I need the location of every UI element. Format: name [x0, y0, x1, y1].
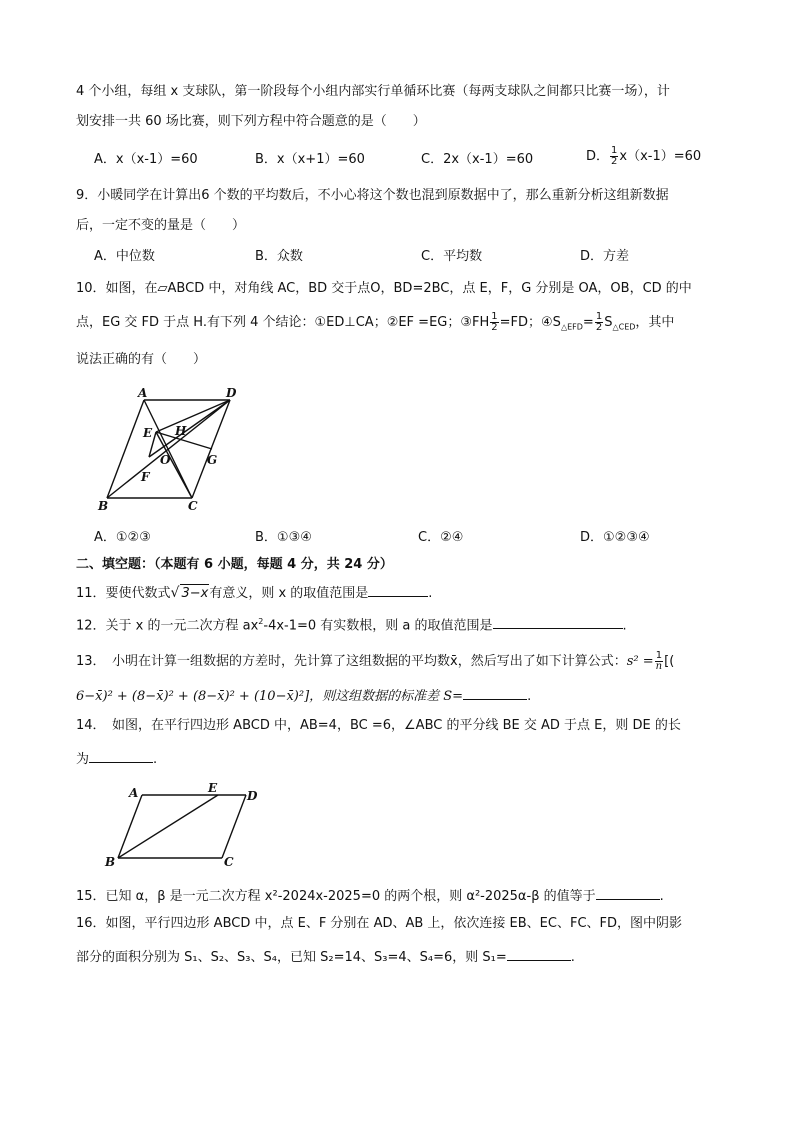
q12-suffix: -4x-1=0 有实数根，则 a 的取值范围是 — [263, 618, 493, 634]
q12-end: . — [622, 618, 627, 634]
q11-answer-blank — [368, 582, 428, 597]
section-2-title: 二、填空题：（本题有 6 小题，每题 4 分，共 24 分） — [76, 557, 393, 572]
q14-parallelogram-figure — [100, 780, 270, 870]
q8-option-d-denominator: 2 — [611, 156, 618, 167]
q15-answer-blank — [596, 885, 660, 900]
q8-line-1: 4 个小组，每组 x 支球队，第一阶段每个小组内部实行单循环比赛（每两支球队之间都只比赛一场），计 — [76, 84, 670, 99]
q15-text: 15．已知 α，β 是一元二次方程 x²-2024x-2025=0 的两个根，则 α²-2025α-β 的值等于 — [76, 889, 596, 904]
q15-line — [76, 885, 664, 906]
q10-fraction-2 — [595, 312, 603, 333]
q10-label-d: D — [226, 386, 237, 400]
q10-label-g: G — [207, 453, 218, 467]
q8-option-d — [586, 146, 701, 167]
q9-line-2: 后，一定不变的量是（ ） — [76, 218, 246, 233]
q8-option-d-fraction — [610, 146, 618, 167]
q10-option-b: B．①③④ — [255, 530, 312, 545]
q11-end: . — [428, 586, 433, 601]
q10-label-e: E — [143, 426, 153, 440]
q14-label-a: A — [129, 786, 139, 800]
q16-end: . — [570, 950, 575, 965]
q13-end: . — [527, 689, 532, 704]
q10-line-2-part-b: =FD；④S — [499, 315, 561, 330]
q10-line-2-part-d: S — [604, 315, 613, 330]
q14-label-c: C — [224, 855, 234, 869]
q10-parallelogram-figure — [95, 385, 245, 515]
q10-label-f: F — [141, 470, 150, 484]
q13-fraction-denominator: n — [655, 661, 663, 672]
q12-prefix: 12．关于 x 的一元二次方程 ax — [76, 618, 259, 634]
q11-radicand: 3−x — [181, 586, 209, 601]
q10-fraction-1 — [490, 312, 498, 333]
q14-prefix: 为 — [76, 752, 90, 767]
q13-answer-blank — [463, 685, 527, 700]
q10-label-h: H — [175, 424, 187, 438]
q16-answer-blank — [507, 946, 571, 961]
q8-option-d-numerator: 1 — [611, 145, 618, 156]
q9-option-c: C．平均数 — [421, 249, 483, 264]
q9-option-a: A．中位数 — [94, 249, 155, 264]
q10-label-o: O — [160, 453, 171, 467]
q9-line-1: 9．小暖同学在计算出6 个数的平均数后，不小心将这个数也混到原数据中了，那么重新分析这组新数据 — [76, 188, 669, 203]
q14-answer-blank — [89, 748, 153, 763]
q8-option-c: C．2x（x-1）=60 — [421, 152, 534, 167]
q16-text: 部分的面积分别为 S₁、S₂、S₃、S₄，已知 S₂=14、S₃=4、S₄=6，则 S₁= — [76, 950, 507, 965]
q10-option-c: C．②④ — [418, 530, 464, 545]
q16-line-1: 16．如图，平行四边形 ABCD 中，点 E、F 分别在 AD、AB 上，依次连接 EB、EC、FC、FD，图中阴影 — [76, 916, 683, 931]
q13-line-2 — [76, 685, 531, 706]
q10-line-2-part-a: 点，EG 交 FD 于点 H.有下列 4 个结论：①ED⊥CA；②EF =EG；③FH — [76, 315, 490, 330]
q10-line-1: 10．如图，在▱ABCD 中，对角线 AC，BD 交于点O，BD=2BC，点 E，F，G 分别是 OA，OB，CD 的中 — [76, 281, 692, 296]
q14-label-b: B — [105, 855, 116, 869]
q14-label-e: E — [208, 781, 218, 795]
q12-answer-blank — [493, 614, 623, 629]
q11-line — [76, 582, 432, 603]
q10-label-c: C — [188, 499, 198, 513]
q10-fraction-2-denominator: 2 — [595, 322, 603, 333]
q10-label-a: A — [138, 386, 148, 400]
q10-line-2-part-e: ，其中 — [635, 315, 675, 330]
sqrt-sign-icon: √ — [170, 585, 180, 601]
q14-end: . — [153, 752, 158, 767]
q13-text: 13． 小明在计算一组数据的方差时，先计算了这组数据的平均数x̄，然后写出了如下计算公式： — [76, 654, 627, 669]
q15-end: . — [659, 889, 664, 904]
q11-prefix: 11．要使代数式 — [76, 586, 171, 601]
q16-line-2 — [76, 946, 575, 967]
q9-option-d: D．方差 — [580, 249, 630, 264]
q14-label-d: D — [247, 789, 258, 803]
q8-option-d-rest: x（x-1）=60 — [619, 149, 702, 164]
q10-line-2 — [76, 312, 674, 337]
q14-line-2 — [76, 748, 157, 769]
q10-fraction-1-numerator: 1 — [491, 311, 498, 322]
q10-subscript-efd: △EFD — [560, 322, 583, 332]
q13-formula-head: s² = — [626, 654, 654, 669]
q10-subscript-ced: △CED — [612, 322, 636, 332]
q9-option-b: B．众数 — [255, 249, 303, 264]
q13-formula-tail: [( — [664, 654, 675, 669]
q10-option-d: D．①②③④ — [580, 530, 650, 545]
q10-option-a: A．①②③ — [94, 530, 151, 545]
q12-line — [76, 613, 627, 635]
q14-line-1: 14． 如图，在平行四边形 ABCD 中，AB=4，BC =6，∠ABC 的平分线 BE 交 AD 于点 E，则 DE 的长 — [76, 718, 681, 733]
q12-superscript: 2 — [258, 617, 264, 626]
q8-option-a: A．x（x-1）=60 — [94, 152, 198, 167]
q13-line-1 — [76, 651, 674, 672]
q11-suffix: 有意义，则 x 的取值范围是 — [209, 586, 369, 601]
q8-option-d-label: D． — [586, 149, 610, 164]
q10-line-2-part-c: = — [582, 315, 594, 330]
q8-option-b: B．x（x+1）=60 — [255, 152, 365, 167]
q13-fraction-numerator: 1 — [655, 650, 663, 661]
q13-fraction — [655, 651, 663, 672]
q8-line-2: 划安排一共 60 场比赛，则下列方程中符合题意的是（ ） — [76, 114, 426, 129]
q10-line-3: 说法正确的有（ ） — [76, 352, 207, 367]
q10-fraction-2-numerator: 1 — [595, 311, 603, 322]
q10-fraction-1-denominator: 2 — [491, 322, 498, 333]
q13-formula-body: 6−x̄)² + (8−x̄)² + (8−x̄)² + (10−x̄)²]，则这组数据的标准差 S= — [76, 689, 464, 704]
q10-label-b: B — [98, 499, 109, 513]
